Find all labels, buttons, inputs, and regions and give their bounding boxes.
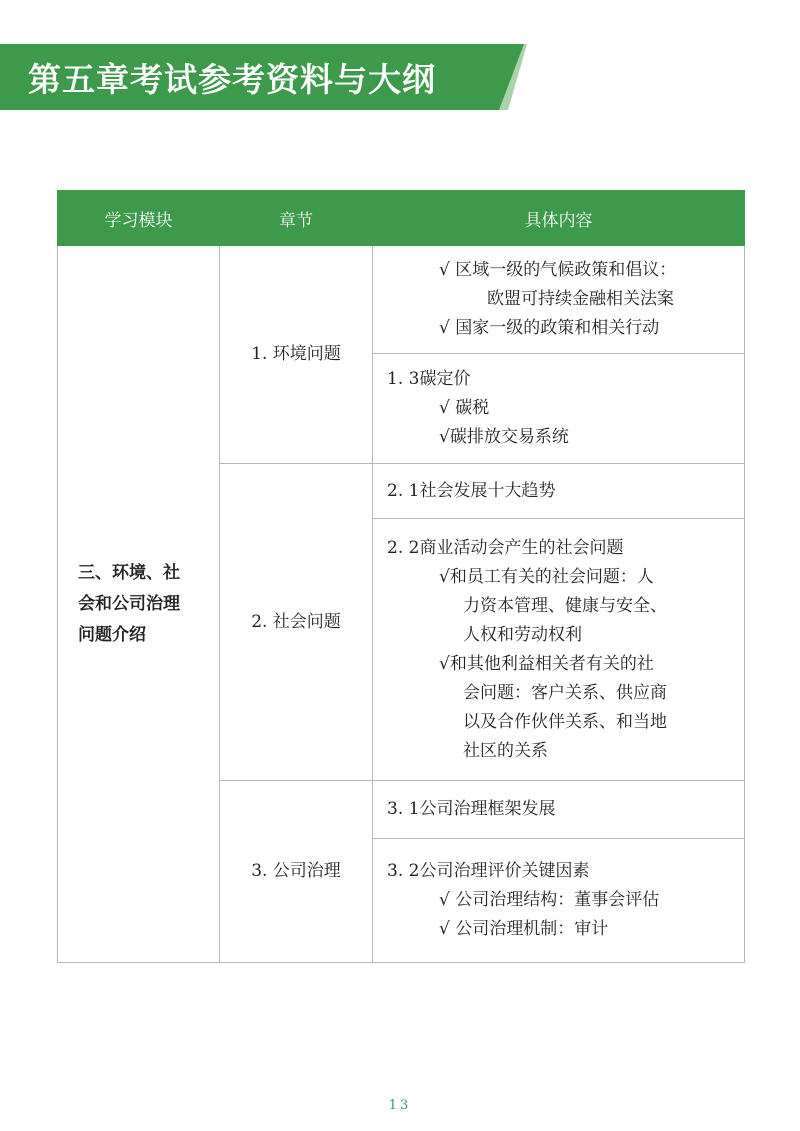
content-line: 人权和劳动权利 [463,624,582,645]
content-line: 1. 3碳定价 [387,369,471,389]
chapter-cell: 2. 社会问题 [220,464,373,781]
title-banner [0,44,527,110]
page-number: 13 [388,1098,412,1113]
content-line: √ 区域一级的气候政策和倡议： [439,260,677,280]
page-title: 第五章考试参考资料与大纲 [28,60,436,99]
content-line: 社区的关系 [463,740,548,761]
content-line: 以及合作伙伴关系、和当地 [463,711,667,732]
content-cell [373,839,745,963]
chapter-cell: 1. 环境问题 [220,246,373,464]
content-line: √ 碳税 [439,398,490,418]
header-module: 学习模块 [58,191,220,246]
content-line: √和员工有关的社会问题：人 [439,566,654,587]
content-line: 2. 1社会发展十大趋势 [387,480,556,501]
content-cell [373,354,745,464]
content-line: 2. 2商业活动会产生的社会问题 [387,537,624,558]
content-line: √和其他利益相关者有关的社 [439,653,654,674]
content-line: 3. 2公司治理评价关键因素 [387,861,590,881]
content-line: √ 公司治理机制：审计 [439,919,609,939]
syllabus-table [57,190,745,963]
content-line: 会问题：客户关系、供应商 [463,682,667,703]
content-line: 力资本管理、健康与安全、 [463,595,667,616]
content-line: √碳排放交易系统 [439,427,569,447]
header-content: 具体内容 [373,191,745,246]
content-cell [373,519,745,781]
content-line: √ 公司治理结构：董事会评估 [439,890,660,910]
content-line: 欧盟可持续金融相关法案 [487,289,674,309]
table-row [58,246,745,354]
module-line: 问题介绍 [78,624,146,645]
chapter-cell: 3. 公司治理 [220,781,373,963]
header-chapter: 章节 [220,191,373,246]
module-line: 三、环境、社 [78,562,180,583]
content-cell [373,246,745,354]
table-header-row [58,191,745,246]
module-line: 会和公司治理 [78,593,180,614]
module-cell [58,246,220,963]
content-line: √ 国家一级的政策和相关行动 [439,318,660,338]
content-cell [373,464,745,519]
content-line: 3. 1公司治理框架发展 [387,799,556,819]
content-cell [373,781,745,839]
